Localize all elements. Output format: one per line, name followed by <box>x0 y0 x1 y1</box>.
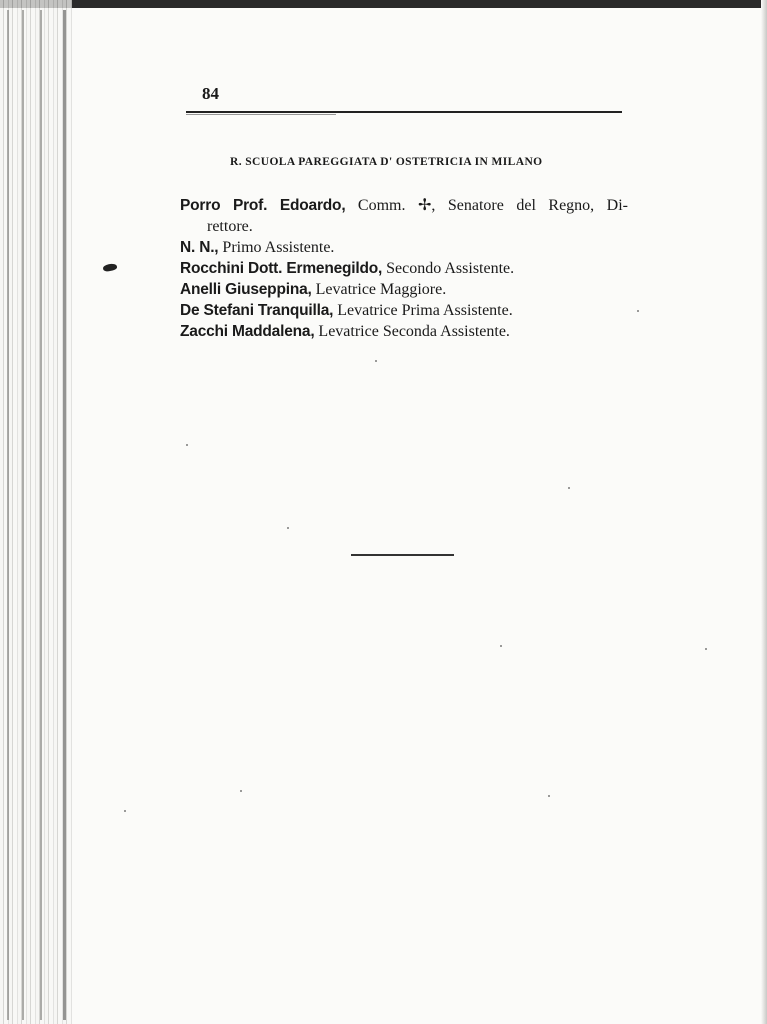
paper-speck <box>240 790 242 792</box>
binding-line <box>7 10 9 1020</box>
paper-speck <box>287 527 289 529</box>
staff-name: N. N., <box>180 239 219 256</box>
binding-line <box>63 10 66 1020</box>
staff-name: Porro Prof. Edoardo, <box>180 197 346 214</box>
paper-speck <box>637 310 639 312</box>
staff-name: Anelli Giuseppina, <box>180 281 312 298</box>
staff-entry <box>180 258 628 279</box>
staff-role: Primo Assistente. <box>218 239 335 256</box>
staff-name: Zacchi Maddalena, <box>180 323 315 340</box>
page-right-edge <box>761 0 767 1024</box>
paper-speck <box>705 648 707 650</box>
staff-entry <box>180 195 628 216</box>
staff-entry <box>180 321 628 342</box>
staff-entry <box>180 300 628 321</box>
header-rule <box>186 111 622 113</box>
paper-speck <box>186 444 188 446</box>
paper-speck <box>375 360 377 362</box>
staff-entry <box>180 237 628 258</box>
page-number: 84 <box>202 84 219 103</box>
page-top-edge <box>0 0 767 8</box>
binding-line <box>40 10 42 1020</box>
staff-role: Levatrice Prima Assistente. <box>333 302 513 319</box>
paper-speck <box>500 645 502 647</box>
staff-list <box>180 195 628 342</box>
margin-ink-mark <box>102 263 117 273</box>
staff-name: De Stefani Tranquilla, <box>180 302 334 319</box>
staff-role: Comm. ✢, Senatore del Regno, Di- <box>345 197 628 214</box>
staff-role: Levatrice Seconda Assistente. <box>314 323 510 340</box>
page-binding-gutter <box>0 0 72 1024</box>
staff-entry <box>180 279 628 300</box>
end-rule <box>351 554 454 556</box>
header-rule-shadow <box>186 114 336 115</box>
staff-name: Rocchini Dott. Ermenegildo, <box>180 260 383 277</box>
binding-line <box>22 10 24 1020</box>
paper-speck <box>568 487 570 489</box>
paper-speck <box>548 795 550 797</box>
paper-speck <box>124 810 126 812</box>
staff-role: Secondo Assistente. <box>382 260 515 277</box>
section-title: R. SCUOLA PAREGGIATA D' OSTETRICIA IN MILANO <box>230 156 543 168</box>
staff-role-continuation: rettore. <box>207 218 253 235</box>
staff-role: Levatrice Maggiore. <box>311 281 447 298</box>
